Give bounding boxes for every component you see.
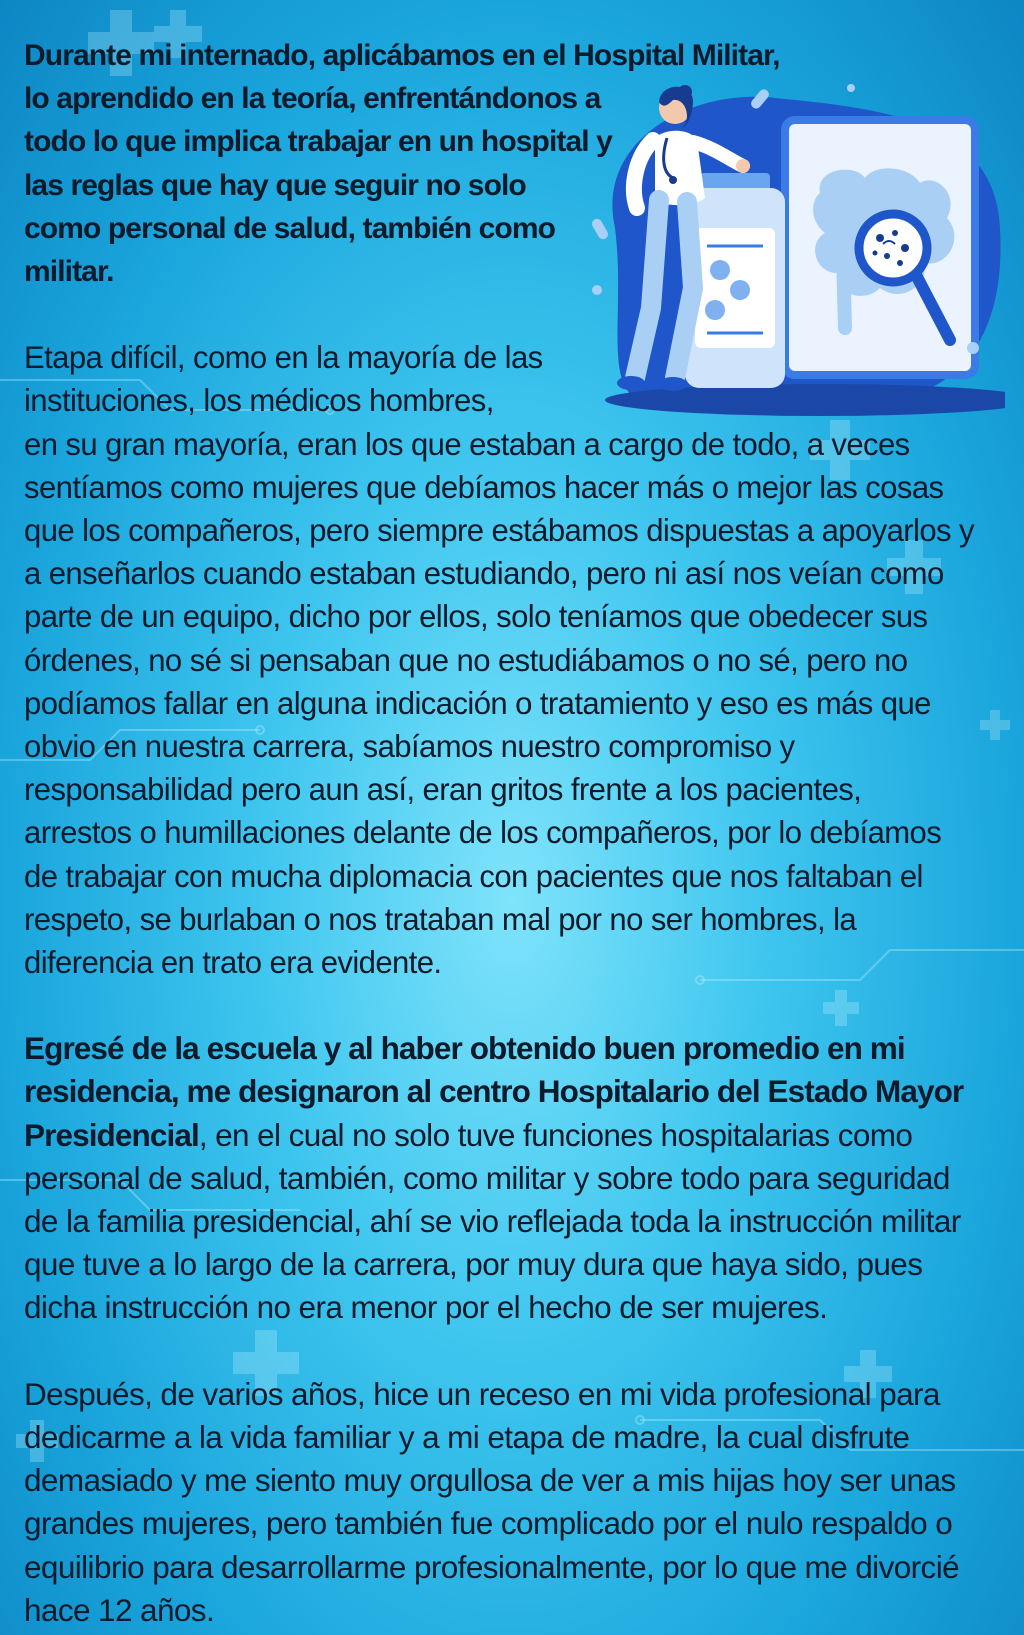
paragraph-graduation-bold: Egresé de la escuela y al haber obtenido buen promedio en mi residencia, me designaron al centro Hospitalario del Estado Mayor Presidencial <box>24 1030 964 1153</box>
paragraph-family-life: Después, de varios años, hice un receso en mi vida profesional para dedicarme a la vida familiar y a mi etapa de madre, la cual disfrute demasiado y me siento muy orgullosa de ver a mis hijas hoy ser unas grandes mujeres, pero también fue complicado por el nulo respaldo o equilibrio para desarrollarme profesionalmente, por lo que me divorcié hace 12 años. <box>24 1375 960 1628</box>
article-body <box>24 34 1004 1632</box>
paragraph-internship: Durante mi internado, aplicábamos en el Hospital Militar, lo aprendido en la teoría, enfrentándonos a todo lo que implica trabajar en un hospital y las reglas que hay que seguir no solo como personal de salud, también como militar. <box>24 39 780 289</box>
paragraph-graduation <box>24 1027 1004 1329</box>
paragraph-difficult-stage: Etapa difícil, como en la mayoría de las instituciones, los médicos hombres, en su gran mayoría, eran los que estaban a cargo de todo, a veces sentíamos como mujeres que debíamos hacer más o mejor las cosas que los compañeros, pero siempre estábamos dispuestas a apoyarlos y a enseñarlos cuando estaban estudiando, pero ni así nos veían como parte de un equipo, dicho por ellos, solo teníamos que obedecer sus órdenes, no sé si pensaban que no estudiábamos o no sé, pero no podíamos fallar en alguna indicación o tratamiento y eso es más que obvio en nuestra carrera, sabíamos nuestro compromiso y responsabilidad pero aun así, eran gritos frente a los pacientes, arrestos o humillaciones delante de los compañeros, por lo debíamos de trabajar con mucha diplomacia con pacientes que nos faltaban el respeto, se burlaban o nos trataban mal por no ser hombres, la diferencia en trato era evidente. <box>24 339 974 981</box>
paragraph-graduation-rest: , en el cual no solo tuve funciones hospitalarias como personal de salud, también, como militar y sobre todo para seguridad de la familia presidencial, ahí se vio reflejada toda la instrucción militar que tuve a lo largo de la carrera, por muy dura que haya sido, pues dicha instrucción no era menor por el hecho de ser mujeres. <box>24 1116 961 1326</box>
